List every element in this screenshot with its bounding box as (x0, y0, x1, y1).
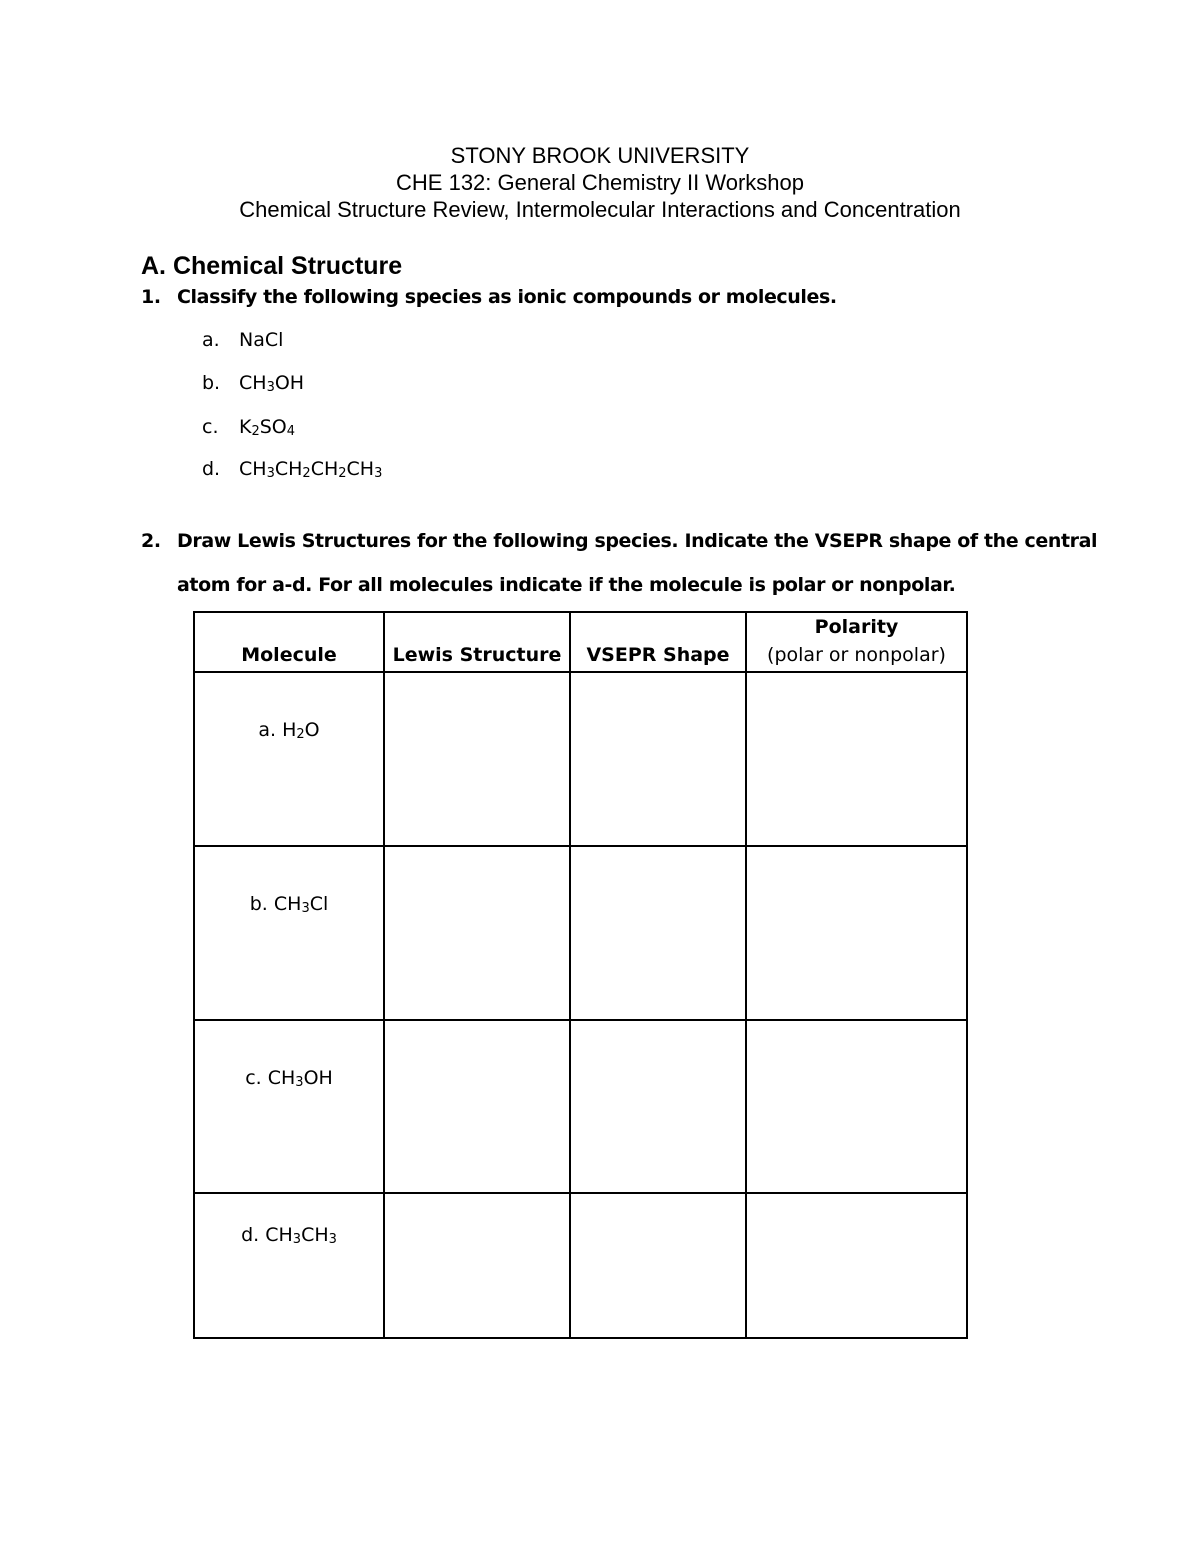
molecule-label: a. $H_2O$ (258, 719, 320, 742)
header-vsepr-shape: VSEPR Shape (570, 612, 746, 672)
document-header (0, 142, 1200, 223)
item-formula: $CH_3CH_2CH_2CH_3$ (239, 458, 383, 481)
question-text-line-2: atom for a-d. For all molecules indicate if the molecule is polar or nonpolar. (177, 574, 956, 596)
header-lewis-structure: Lewis Structure (384, 612, 570, 672)
lewis-cell[interactable] (384, 1193, 570, 1338)
worksheet-topic: Chemical Structure Review, Intermolecular Interactions and Concentration (239, 197, 961, 222)
polarity-cell[interactable] (746, 1193, 967, 1338)
table-row (194, 1020, 967, 1193)
molecule-label: b. $CH_3Cl$ (249, 893, 329, 916)
table-row (194, 672, 967, 846)
question-number: 1. (141, 286, 161, 308)
vsepr-cell[interactable] (570, 1020, 746, 1193)
lewis-cell[interactable] (384, 1020, 570, 1193)
polarity-title: Polarity (814, 616, 899, 638)
item-formula: NaCl (239, 329, 284, 351)
item-letter: b. (202, 372, 221, 394)
question-text: Classify the following species as ionic compounds or molecules. (177, 286, 837, 308)
lewis-cell[interactable] (384, 846, 570, 1020)
molecule-cell (194, 672, 384, 846)
polarity-subtitle: (polar or nonpolar) (767, 644, 946, 666)
vsepr-cell[interactable] (570, 1193, 746, 1338)
lewis-cell[interactable] (384, 672, 570, 846)
header-polarity (746, 612, 967, 672)
molecule-cell (194, 846, 384, 1020)
item-letter: c. (202, 416, 219, 438)
molecule-cell (194, 1020, 384, 1193)
polarity-cell[interactable] (746, 846, 967, 1020)
item-formula: $CH_3OH$ (239, 372, 305, 395)
answer-table (193, 611, 968, 1339)
item-formula: $K_2SO_4$ (239, 416, 296, 439)
molecule-label: c. $CH_3OH$ (245, 1067, 333, 1090)
course-title: CHE 132: General Chemistry II Workshop (396, 170, 804, 195)
table-row (194, 846, 967, 1020)
section-title: A. Chemical Structure (141, 252, 403, 280)
vsepr-cell[interactable] (570, 846, 746, 1020)
polarity-cell[interactable] (746, 672, 967, 846)
molecule-label: d. $CH_3CH_3$ (241, 1224, 337, 1247)
item-letter: d. (202, 458, 221, 480)
university-name: STONY BROOK UNIVERSITY (450, 143, 750, 168)
vsepr-cell[interactable] (570, 672, 746, 846)
question-text-line-1: Draw Lewis Structures for the following species. Indicate the VSEPR shape of the central (177, 530, 1098, 552)
polarity-cell[interactable] (746, 1020, 967, 1193)
table-row (194, 1193, 967, 1338)
table-header-row (194, 612, 967, 672)
molecule-cell (194, 1193, 384, 1338)
item-letter: a. (202, 329, 220, 351)
question-number: 2. (141, 530, 161, 552)
header-molecule: Molecule (194, 612, 384, 672)
